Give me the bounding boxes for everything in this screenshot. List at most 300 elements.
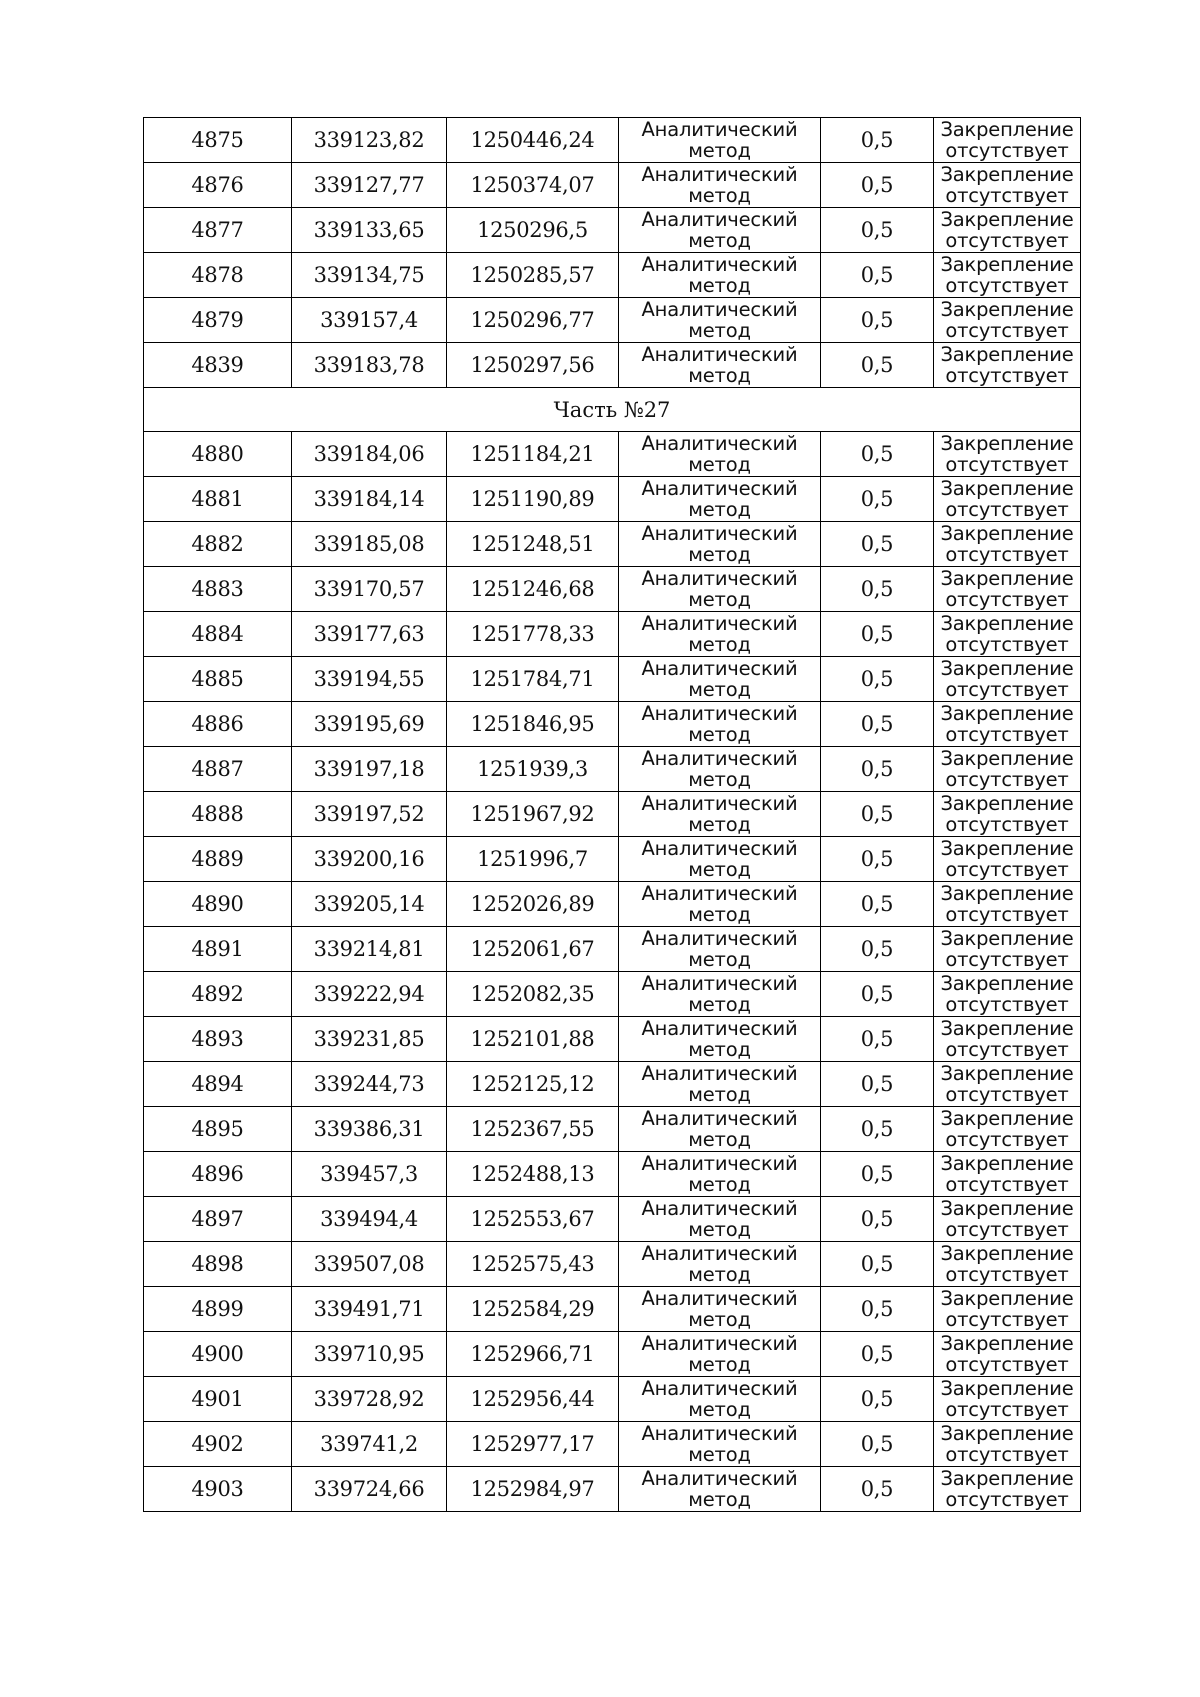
method-cell-line: Аналитический <box>641 657 798 680</box>
fixation-cell <box>934 253 1081 298</box>
coord-x: 339133,65 <box>292 208 447 253</box>
method-cell-line: Аналитический <box>641 1377 798 1400</box>
accuracy-cell: 0,5 <box>821 567 934 612</box>
point-number: 4897 <box>144 1197 292 1242</box>
fixation-cell-line: Закрепление <box>940 1242 1074 1265</box>
table-row <box>144 747 1081 792</box>
table-row <box>144 1287 1081 1332</box>
method-cell <box>619 118 821 163</box>
fixation-cell-line: отсутствует <box>945 1308 1069 1331</box>
coord-y: 1251996,7 <box>447 837 619 882</box>
method-cell-line: метод <box>688 1263 751 1286</box>
method-cell-line: метод <box>688 184 751 207</box>
method-cell-line: метод <box>688 588 751 611</box>
method-cell-line: метод <box>688 723 751 746</box>
accuracy-cell: 0,5 <box>821 1197 934 1242</box>
accuracy-cell: 0,5 <box>821 208 934 253</box>
point-number: 4893 <box>144 1017 292 1062</box>
fixation-cell <box>934 972 1081 1017</box>
fixation-cell <box>934 1332 1081 1377</box>
method-cell-line: Аналитический <box>641 298 798 321</box>
accuracy-cell: 0,5 <box>821 792 934 837</box>
fixation-cell <box>934 927 1081 972</box>
coord-x: 339491,71 <box>292 1287 447 1332</box>
method-cell-line: метод <box>688 1218 751 1241</box>
method-cell <box>619 298 821 343</box>
coord-y: 1252984,97 <box>447 1467 619 1512</box>
point-number: 4896 <box>144 1152 292 1197</box>
fixation-cell-line: Закрепление <box>940 702 1074 725</box>
table-row <box>144 1017 1081 1062</box>
method-cell-line: метод <box>688 1488 751 1511</box>
method-cell <box>619 747 821 792</box>
method-cell <box>619 567 821 612</box>
fixation-cell-line: отсутствует <box>945 723 1069 746</box>
method-cell <box>619 1242 821 1287</box>
method-cell <box>619 1332 821 1377</box>
coordinates-table-body <box>144 118 1081 1512</box>
point-number: 4901 <box>144 1377 292 1422</box>
point-number: 4878 <box>144 253 292 298</box>
method-cell-line: метод <box>688 139 751 162</box>
coord-x: 339231,85 <box>292 1017 447 1062</box>
fixation-cell <box>934 1062 1081 1107</box>
method-cell-line: Аналитический <box>641 1152 798 1175</box>
fixation-cell-line: Закрепление <box>940 1062 1074 1085</box>
fixation-cell <box>934 1197 1081 1242</box>
method-cell <box>619 208 821 253</box>
point-number: 4886 <box>144 702 292 747</box>
fixation-cell-line: Закрепление <box>940 612 1074 635</box>
fixation-cell <box>934 1152 1081 1197</box>
method-cell-line: метод <box>688 319 751 342</box>
coord-y: 1251778,33 <box>447 612 619 657</box>
coord-y: 1250446,24 <box>447 118 619 163</box>
method-cell <box>619 837 821 882</box>
point-number: 4887 <box>144 747 292 792</box>
fixation-cell-line: отсутствует <box>945 1398 1069 1421</box>
point-number: 4880 <box>144 432 292 477</box>
method-cell-line: Аналитический <box>641 837 798 860</box>
accuracy-cell: 0,5 <box>821 1017 934 1062</box>
table-row <box>144 702 1081 747</box>
fixation-cell-line: Закрепление <box>940 837 1074 860</box>
method-cell-line: метод <box>688 453 751 476</box>
fixation-cell-line: Закрепление <box>940 343 1074 366</box>
coord-x: 339183,78 <box>292 343 447 388</box>
coord-y: 1252125,12 <box>447 1062 619 1107</box>
coord-x: 339205,14 <box>292 882 447 927</box>
fixation-cell-line: отсутствует <box>945 1488 1069 1511</box>
coord-y: 1252101,88 <box>447 1017 619 1062</box>
method-cell-line: метод <box>688 364 751 387</box>
method-cell <box>619 702 821 747</box>
fixation-cell-line: отсутствует <box>945 543 1069 566</box>
fixation-cell <box>934 477 1081 522</box>
fixation-cell <box>934 432 1081 477</box>
coord-y: 1251939,3 <box>447 747 619 792</box>
fixation-cell-line: Закрепление <box>940 432 1074 455</box>
coord-y: 1252061,67 <box>447 927 619 972</box>
method-cell <box>619 432 821 477</box>
method-cell-line: Аналитический <box>641 1197 798 1220</box>
method-cell <box>619 1152 821 1197</box>
coord-x: 339194,55 <box>292 657 447 702</box>
method-cell <box>619 253 821 298</box>
coord-x: 339710,95 <box>292 1332 447 1377</box>
coord-y: 1252367,55 <box>447 1107 619 1152</box>
fixation-cell-line: Закрепление <box>940 1287 1074 1310</box>
coord-x: 339170,57 <box>292 567 447 612</box>
fixation-cell-line: Закрепление <box>940 1107 1074 1130</box>
point-number: 4891 <box>144 927 292 972</box>
fixation-cell <box>934 208 1081 253</box>
table-row <box>144 1197 1081 1242</box>
method-cell-line: Аналитический <box>641 792 798 815</box>
coord-y: 1252553,67 <box>447 1197 619 1242</box>
method-cell-line: Аналитический <box>641 567 798 590</box>
coordinates-table <box>143 117 1081 1512</box>
method-cell-line: Аналитический <box>641 1242 798 1265</box>
accuracy-cell: 0,5 <box>821 163 934 208</box>
fixation-cell <box>934 837 1081 882</box>
fixation-cell-line: Закрепление <box>940 567 1074 590</box>
fixation-cell <box>934 298 1081 343</box>
table-row <box>144 1242 1081 1287</box>
point-number: 4881 <box>144 477 292 522</box>
coord-x: 339197,18 <box>292 747 447 792</box>
accuracy-cell: 0,5 <box>821 477 934 522</box>
method-cell-line: Аналитический <box>641 702 798 725</box>
table-row <box>144 1377 1081 1422</box>
fixation-cell <box>934 522 1081 567</box>
method-cell-line: Аналитический <box>641 1422 798 1445</box>
method-cell <box>619 927 821 972</box>
fixation-cell <box>934 163 1081 208</box>
method-cell-line: метод <box>688 948 751 971</box>
method-cell-line: метод <box>688 993 751 1016</box>
coord-x: 339195,69 <box>292 702 447 747</box>
point-number: 4839 <box>144 343 292 388</box>
method-cell-line: метод <box>688 678 751 701</box>
coord-y: 1252488,13 <box>447 1152 619 1197</box>
fixation-cell-line: отсутствует <box>945 1353 1069 1376</box>
fixation-cell-line: Закрепление <box>940 253 1074 276</box>
coord-y: 1251184,21 <box>447 432 619 477</box>
accuracy-cell: 0,5 <box>821 837 934 882</box>
fixation-cell-line: Закрепление <box>940 1422 1074 1445</box>
coord-x: 339457,3 <box>292 1152 447 1197</box>
point-number: 4895 <box>144 1107 292 1152</box>
coord-x: 339157,4 <box>292 298 447 343</box>
method-cell-line: Аналитический <box>641 882 798 905</box>
coord-x: 339214,81 <box>292 927 447 972</box>
coord-x: 339197,52 <box>292 792 447 837</box>
fixation-cell <box>934 118 1081 163</box>
method-cell <box>619 343 821 388</box>
fixation-cell <box>934 882 1081 927</box>
table-row <box>144 432 1081 477</box>
coord-x: 339200,16 <box>292 837 447 882</box>
coord-x: 339494,4 <box>292 1197 447 1242</box>
accuracy-cell: 0,5 <box>821 1107 934 1152</box>
point-number: 4894 <box>144 1062 292 1107</box>
coord-x: 339185,08 <box>292 522 447 567</box>
method-cell <box>619 1467 821 1512</box>
accuracy-cell: 0,5 <box>821 1467 934 1512</box>
fixation-cell-line: отсутствует <box>945 858 1069 881</box>
method-cell-line: Аналитический <box>641 208 798 231</box>
table-row <box>144 1467 1081 1512</box>
table-row <box>144 567 1081 612</box>
point-number: 4903 <box>144 1467 292 1512</box>
fixation-cell-line: Закрепление <box>940 657 1074 680</box>
fixation-cell-line: отсутствует <box>945 139 1069 162</box>
coord-x: 339184,06 <box>292 432 447 477</box>
coord-y: 1252575,43 <box>447 1242 619 1287</box>
method-cell-line: метод <box>688 633 751 656</box>
fixation-cell-line: Закрепление <box>940 747 1074 770</box>
table-row <box>144 837 1081 882</box>
method-cell-line: метод <box>688 274 751 297</box>
coord-y: 1252584,29 <box>447 1287 619 1332</box>
method-cell-line: Аналитический <box>641 972 798 995</box>
method-cell-line: Аналитический <box>641 1062 798 1085</box>
accuracy-cell: 0,5 <box>821 1152 934 1197</box>
accuracy-cell: 0,5 <box>821 253 934 298</box>
fixation-cell <box>934 747 1081 792</box>
fixation-cell <box>934 1287 1081 1332</box>
point-number: 4890 <box>144 882 292 927</box>
coord-x: 339507,08 <box>292 1242 447 1287</box>
fixation-cell-line: Закрепление <box>940 1377 1074 1400</box>
table-row <box>144 1152 1081 1197</box>
method-cell-line: метод <box>688 1038 751 1061</box>
coord-x: 339244,73 <box>292 1062 447 1107</box>
method-cell-line: метод <box>688 229 751 252</box>
coord-x: 339724,66 <box>292 1467 447 1512</box>
fixation-cell-line: отсутствует <box>945 1263 1069 1286</box>
method-cell-line: метод <box>688 543 751 566</box>
coord-y: 1251967,92 <box>447 792 619 837</box>
method-cell <box>619 522 821 567</box>
table-row <box>144 477 1081 522</box>
fixation-cell-line: отсутствует <box>945 588 1069 611</box>
point-number: 4875 <box>144 118 292 163</box>
table-row <box>144 163 1081 208</box>
table-row <box>144 927 1081 972</box>
point-number: 4902 <box>144 1422 292 1467</box>
method-cell <box>619 1197 821 1242</box>
fixation-cell <box>934 792 1081 837</box>
fixation-cell-line: Закрепление <box>940 882 1074 905</box>
table-row <box>144 1332 1081 1377</box>
coord-y: 1251248,51 <box>447 522 619 567</box>
point-number: 4877 <box>144 208 292 253</box>
fixation-cell <box>934 1422 1081 1467</box>
point-number: 4883 <box>144 567 292 612</box>
fixation-cell <box>934 702 1081 747</box>
table-row <box>144 1422 1081 1467</box>
method-cell <box>619 1062 821 1107</box>
coord-x: 339134,75 <box>292 253 447 298</box>
table-row <box>144 1107 1081 1152</box>
method-cell-line: метод <box>688 768 751 791</box>
method-cell <box>619 612 821 657</box>
coord-y: 1250296,77 <box>447 298 619 343</box>
method-cell <box>619 477 821 522</box>
point-number: 4889 <box>144 837 292 882</box>
fixation-cell-line: отсутствует <box>945 678 1069 701</box>
method-cell <box>619 163 821 208</box>
table-row <box>144 792 1081 837</box>
method-cell <box>619 1017 821 1062</box>
fixation-cell-line: отсутствует <box>945 364 1069 387</box>
section-title: Часть №27 <box>144 388 1081 432</box>
accuracy-cell: 0,5 <box>821 882 934 927</box>
point-number: 4898 <box>144 1242 292 1287</box>
method-cell-line: Аналитический <box>641 477 798 500</box>
fixation-cell-line: отсутствует <box>945 813 1069 836</box>
fixation-cell-line: Закрепление <box>940 163 1074 186</box>
coord-x: 339728,92 <box>292 1377 447 1422</box>
fixation-cell-line: отсутствует <box>945 1083 1069 1106</box>
accuracy-cell: 0,5 <box>821 1332 934 1377</box>
accuracy-cell: 0,5 <box>821 118 934 163</box>
method-cell-line: метод <box>688 1083 751 1106</box>
fixation-cell-line: Закрепление <box>940 1197 1074 1220</box>
fixation-cell <box>934 1467 1081 1512</box>
method-cell <box>619 1422 821 1467</box>
fixation-cell <box>934 1377 1081 1422</box>
fixation-cell-line: отсутствует <box>945 1173 1069 1196</box>
fixation-cell-line: отсутствует <box>945 993 1069 1016</box>
fixation-cell-line: Закрепление <box>940 972 1074 995</box>
point-number: 4888 <box>144 792 292 837</box>
fixation-cell-line: Закрепление <box>940 1152 1074 1175</box>
table-row <box>144 208 1081 253</box>
accuracy-cell: 0,5 <box>821 972 934 1017</box>
method-cell-line: Аналитический <box>641 747 798 770</box>
method-cell-line: Аналитический <box>641 118 798 141</box>
method-cell-line: Аналитический <box>641 1107 798 1130</box>
method-cell-line: метод <box>688 903 751 926</box>
fixation-cell <box>934 1242 1081 1287</box>
fixation-cell-line: отсутствует <box>945 633 1069 656</box>
accuracy-cell: 0,5 <box>821 343 934 388</box>
fixation-cell <box>934 1107 1081 1152</box>
coord-y: 1251190,89 <box>447 477 619 522</box>
point-number: 4876 <box>144 163 292 208</box>
accuracy-cell: 0,5 <box>821 612 934 657</box>
fixation-cell-line: отсутствует <box>945 1218 1069 1241</box>
coord-x: 339386,31 <box>292 1107 447 1152</box>
accuracy-cell: 0,5 <box>821 1422 934 1467</box>
accuracy-cell: 0,5 <box>821 298 934 343</box>
table-row <box>144 612 1081 657</box>
point-number: 4882 <box>144 522 292 567</box>
method-cell-line: метод <box>688 1173 751 1196</box>
fixation-cell-line: отсутствует <box>945 903 1069 926</box>
fixation-cell <box>934 567 1081 612</box>
fixation-cell-line: отсутствует <box>945 1038 1069 1061</box>
table-row <box>144 972 1081 1017</box>
fixation-cell-line: отсутствует <box>945 229 1069 252</box>
coord-y: 1250296,5 <box>447 208 619 253</box>
coord-y: 1251784,71 <box>447 657 619 702</box>
fixation-cell-line: отсутствует <box>945 498 1069 521</box>
accuracy-cell: 0,5 <box>821 1287 934 1332</box>
method-cell-line: Аналитический <box>641 1287 798 1310</box>
method-cell-line: метод <box>688 813 751 836</box>
fixation-cell-line: отсутствует <box>945 319 1069 342</box>
table-row <box>144 343 1081 388</box>
fixation-cell-line: отсутствует <box>945 453 1069 476</box>
method-cell <box>619 1107 821 1152</box>
fixation-cell-line: отсутствует <box>945 184 1069 207</box>
accuracy-cell: 0,5 <box>821 1062 934 1107</box>
method-cell-line: Аналитический <box>641 927 798 950</box>
coord-y: 1250285,57 <box>447 253 619 298</box>
method-cell-line: Аналитический <box>641 612 798 635</box>
point-number: 4885 <box>144 657 292 702</box>
accuracy-cell: 0,5 <box>821 1242 934 1287</box>
method-cell <box>619 657 821 702</box>
table-row <box>144 118 1081 163</box>
method-cell <box>619 972 821 1017</box>
method-cell-line: метод <box>688 1353 751 1376</box>
coord-y: 1252082,35 <box>447 972 619 1017</box>
table-row <box>144 657 1081 702</box>
coord-y: 1252977,17 <box>447 1422 619 1467</box>
fixation-cell <box>934 343 1081 388</box>
fixation-cell-line: отсутствует <box>945 1443 1069 1466</box>
point-number: 4899 <box>144 1287 292 1332</box>
fixation-cell-line: Закрепление <box>940 118 1074 141</box>
method-cell-line: метод <box>688 1128 751 1151</box>
accuracy-cell: 0,5 <box>821 702 934 747</box>
method-cell-line: Аналитический <box>641 343 798 366</box>
fixation-cell-line: отсутствует <box>945 948 1069 971</box>
fixation-cell-line: Закрепление <box>940 477 1074 500</box>
method-cell-line: Аналитический <box>641 432 798 455</box>
method-cell <box>619 882 821 927</box>
accuracy-cell: 0,5 <box>821 1377 934 1422</box>
fixation-cell-line: Закрепление <box>940 298 1074 321</box>
fixation-cell-line: Закрепление <box>940 792 1074 815</box>
method-cell-line: метод <box>688 1443 751 1466</box>
coord-y: 1251246,68 <box>447 567 619 612</box>
fixation-cell-line: Закрепление <box>940 1332 1074 1355</box>
coord-y: 1252956,44 <box>447 1377 619 1422</box>
point-number: 4900 <box>144 1332 292 1377</box>
coord-y: 1251846,95 <box>447 702 619 747</box>
table-row <box>144 522 1081 567</box>
table-row <box>144 1062 1081 1107</box>
coord-y: 1250297,56 <box>447 343 619 388</box>
method-cell <box>619 1287 821 1332</box>
coord-x: 339184,14 <box>292 477 447 522</box>
coord-x: 339177,63 <box>292 612 447 657</box>
method-cell-line: Аналитический <box>641 1332 798 1355</box>
method-cell-line: Аналитический <box>641 1467 798 1490</box>
coord-x: 339127,77 <box>292 163 447 208</box>
accuracy-cell: 0,5 <box>821 432 934 477</box>
table-row <box>144 298 1081 343</box>
fixation-cell <box>934 612 1081 657</box>
method-cell-line: метод <box>688 1308 751 1331</box>
method-cell <box>619 1377 821 1422</box>
